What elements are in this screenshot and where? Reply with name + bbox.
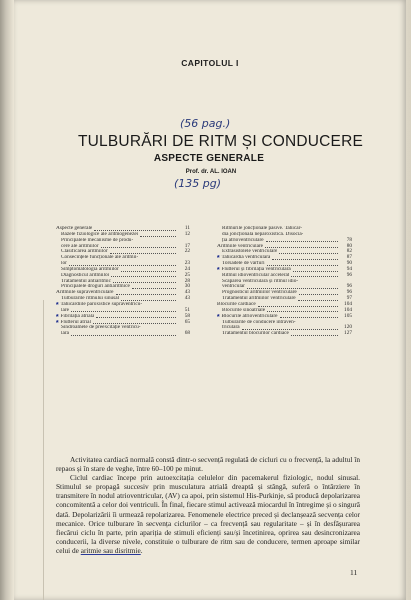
toc-entry-label: ★ Flutterul atrial	[56, 320, 91, 326]
toc-entry-label: lare	[61, 307, 69, 313]
toc-entry-page: 65	[184, 318, 190, 325]
toc-entry	[56, 331, 190, 337]
toc-entry-label: Ritmul idioventricular accelerat	[222, 272, 290, 278]
toc-entry-page: 43	[184, 295, 190, 302]
handwritten-sub-note: (135 pg)	[174, 177, 222, 190]
toc-entry-label: Blocurile sinoatriale	[222, 307, 266, 313]
toc-entry-page: 120	[344, 324, 352, 331]
table-of-contents-left	[56, 226, 190, 337]
chapter-title: TULBURĂRI DE RITM ȘI CONDUCERE	[78, 133, 364, 150]
chapter-subtitle: ASPECTE GENERALE	[153, 153, 265, 164]
page-fold-shadow	[43, 300, 44, 600]
toc-leader-dots	[267, 311, 338, 312]
toc-entry-label: ★ Tahicardia ventriculară	[217, 255, 270, 261]
toc-entry-label: Principalele droguri antiaritmice	[61, 284, 130, 290]
toc-entry-label: ★ Blocurile atrioventriculare	[217, 314, 278, 320]
toc-entry-page: 96	[346, 289, 352, 296]
toc-leader-dots	[101, 247, 176, 248]
toc-leader-dots	[242, 329, 338, 330]
toc-entry-label: Torsadele de vârfuri	[222, 261, 265, 267]
toc-entry-page: 82	[346, 248, 352, 255]
toc-leader-dots	[265, 247, 338, 248]
handwritten-pages-note: (56 pag.)	[180, 117, 231, 130]
toc-leader-dots	[121, 271, 176, 272]
toc-leader-dots	[94, 230, 176, 231]
toc-entry-page: 43	[184, 289, 190, 296]
toc-leader-dots	[293, 271, 338, 272]
toc-leader-dots	[267, 265, 338, 266]
toc-entry-label: Aritmiile supraventriculare	[56, 290, 114, 296]
toc-entry-label: lor	[61, 261, 67, 267]
toc-entry-label: cere ale aritmiilor	[61, 243, 99, 249]
author-line: Prof. dr. AL. IOAN	[185, 169, 237, 175]
toc-entry-label: Prognosticul aritmiilor ventriculare	[222, 290, 297, 296]
toc-entry-label: Aspecte generale	[56, 226, 93, 231]
toc-entry-page: 68	[184, 330, 190, 337]
toc-entry-label: Bazele fiziologice ale aritmogenezei	[61, 231, 139, 237]
toc-leader-dots	[69, 265, 176, 266]
toc-entry-label: Ritmurile joncționale pasive. Tahicar-	[222, 226, 303, 231]
toc-entry-page: 97	[346, 295, 352, 302]
toc-entry-label: lară	[61, 331, 69, 337]
toc-entry-label: Tratamentul aritmiilor ventriculare	[222, 296, 296, 302]
toc-entry-label: Diagnosticul aritmiilor	[61, 272, 110, 278]
toc-leader-dots	[140, 236, 176, 237]
toc-leader-dots	[111, 276, 176, 277]
table-of-contents-right	[217, 226, 352, 337]
toc-leader-dots	[93, 323, 176, 324]
toc-entry-label: Sindroamele de preexcitație ventricu-	[61, 325, 141, 331]
toc-entry-label: Aritmiile ventriculare	[217, 243, 264, 249]
toc-entry-page: 96	[346, 271, 352, 278]
toc-entry-page: 22	[184, 248, 190, 255]
chapter-label: CAPITOLUL I	[181, 58, 239, 68]
toc-entry-label: ★ Tahicardiile paroxistice supraventricu-	[56, 302, 142, 308]
paragraph-1: Activitatea cardiacă normală constă dintr-o secvență regulată de cicluri cu o frecvență, la adultul în repaos și în stare de veghe, între 60–100 pe minut.	[56, 455, 360, 474]
toc-entry-page: 30	[184, 283, 190, 290]
toc-leader-dots	[71, 335, 176, 336]
toc-entry	[217, 331, 352, 337]
toc-leader-dots	[116, 294, 176, 295]
toc-entry-page: 104	[344, 300, 352, 307]
body-text	[56, 455, 360, 555]
toc-entry-label: ția atrioventriculare	[222, 237, 264, 243]
toc-entry-page: 11	[184, 225, 190, 231]
toc-entry-label: triculară	[222, 325, 240, 331]
toc-leader-dots	[110, 253, 176, 254]
underlined-term: aritmie sau disritmie	[80, 545, 141, 555]
toc-leader-dots	[279, 253, 338, 254]
toc-entry-page: 17	[184, 242, 190, 249]
toc-entry-page: 23	[184, 260, 190, 267]
toc-entry-label: ★ Flutterul și fibrilația ventriculară	[217, 267, 291, 273]
toc-entry-label: Tratamentul antiaritmic	[61, 278, 111, 284]
toc-entry-page: 87	[346, 254, 352, 261]
toc-entry-page: 104	[344, 306, 352, 313]
page-number: 11	[350, 568, 358, 577]
toc-entry-label: Tulburările ritmului sinusal	[61, 296, 120, 302]
toc-leader-dots	[280, 317, 338, 318]
toc-entry-page: 127	[344, 330, 352, 337]
toc-leader-dots	[266, 241, 338, 242]
toc-entry-label: Tulburările de conducere intraven-	[222, 319, 296, 325]
toc-entry-label: Tratamentul blocurilor cardiace	[222, 331, 289, 337]
toc-entry-label: ★ Fibrilația atrială	[56, 314, 94, 320]
toc-entry-page: 24	[184, 265, 190, 272]
toc-leader-dots	[132, 288, 176, 289]
toc-leader-dots	[113, 282, 176, 283]
toc-entry-page: 78	[346, 236, 352, 243]
toc-leader-dots	[298, 300, 338, 301]
toc-leader-dots	[96, 317, 176, 318]
paragraph-2: Ciclul cardiac începe prin autoexcitația celulelor din pacemakerul fiziologic, nodul sinusal. Stimulul se propagă succesiv prin musculatura atrială dreaptă și stângă, suferă o întârziere în transmitere în nodul atrioventricular, (AV) ca apoi, prin sistemul His-Purkinje, să producă depolarizarea concomitentă a celor doi ventriculi. În final, fiecare stimul activează miocardul în întregime și o singură dată. Depolarizării îi urmează repolarizarea. Fenomenele electrice preced și declanșează secvența celor mecanice. Orice tulburare în secvența ciclurilor – ca frecvență sau regularitate – și în desfășurarea fiecărui ciclu în parte, prin apariția de stimuli eficienți sau/și încetinirea, oprirea sau desincronizarea conducerii, la diverse nivele, constituie o tulburare de ritm sau de conducere, termen aproape similar celui de aritmie sau disritmie.	[56, 473, 360, 555]
toc-entry-page: 96	[346, 283, 352, 290]
toc-entry-label: Consecințele funcționale ale aritmii-	[61, 255, 139, 261]
toc-leader-dots	[71, 311, 176, 312]
toc-leader-dots	[258, 306, 338, 307]
toc-entry-page: 25	[184, 271, 190, 278]
toc-entry-label: Extrasistolele ventriculare	[222, 249, 278, 255]
toc-entry-label: Simptomatologia aritmiilor	[61, 266, 119, 272]
toc-entry-page: 58	[184, 312, 190, 319]
toc-entry-page: 94	[346, 265, 352, 272]
toc-entry-page: 28	[184, 277, 190, 284]
toc-entry-label: ventricular	[222, 284, 245, 290]
toc-entry-label: Principalele mecanisme de produ-	[61, 237, 134, 243]
toc-entry-page: 80	[346, 242, 352, 249]
toc-leader-dots	[299, 294, 338, 295]
paragraph-2-text: Ciclul cardiac începe prin autoexcitația celulelor din pacemakerul fiziologic, nodul sinusal. Stimulul se propagă succesiv prin musculatura atrială dreaptă și stângă, suferă o întârziere în transmitere în nodul atrioventricular, (AV) ca apoi, prin sistemul His-Purkinje, să producă depolarizarea concomitentă a celor doi ventriculi. În final, fiecare stimul activează miocardul în întregime și o singură dată. Depolarizării îi urmează repolarizarea. Fenomenele electrice preced și declanșează secvența celor mecanice. Orice tulburare în secvența ciclurilor – ca frecvență sau regularitate – și în desfășurarea fiecărui ciclu în parte, prin apariția de stimuli eficienți sau/și încetinirea, oprirea sau desincronizarea conducerii, la diverse nivele, constituie o tulburare de ritm sau de conducere, termen aproape similar celui de	[56, 473, 360, 555]
toc-entry-page: 51	[184, 306, 190, 313]
toc-entry-page: 12	[184, 230, 190, 237]
toc-leader-dots	[291, 276, 338, 277]
toc-entry-label: Blocurile cardiace	[217, 301, 256, 307]
toc-leader-dots	[291, 335, 338, 336]
toc-leader-dots	[272, 259, 338, 260]
toc-leader-dots	[247, 288, 338, 289]
toc-entry-page: 105	[344, 312, 352, 319]
toc-entry-label: Scăparea ventriculară și ritmul idio-	[222, 278, 299, 284]
toc-entry-label: dia joncțională neparoxistică. Disocia-	[222, 231, 304, 237]
toc-entry-page: 90	[346, 260, 352, 267]
toc-leader-dots	[121, 300, 176, 301]
toc-entry-label: Clasificarea aritmiilor	[61, 249, 108, 255]
